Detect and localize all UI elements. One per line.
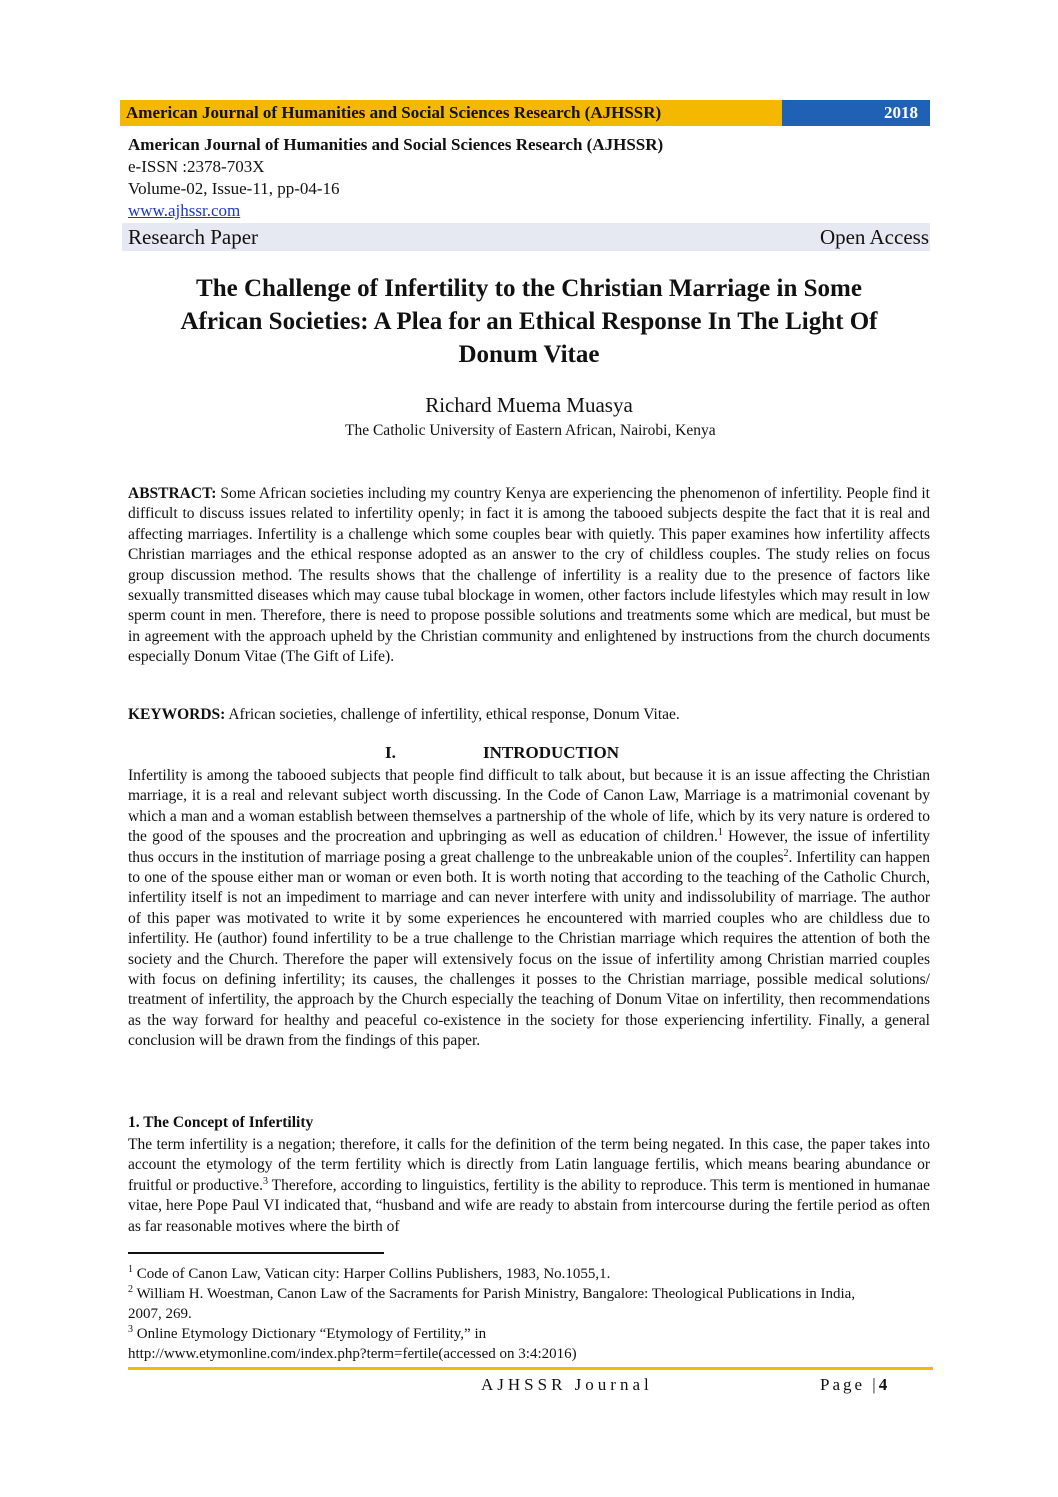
abstract-text: Some African societies including my country Kenya are experiencing the phenomenon of infertility. People find it difficult to discuss issues related to infertility openly; in fact it is among the tabooed subjects despite the fact that it is real and affecting marriages. Infertility is a challenge which some couples bear with quietly. This paper examines how infertility affects Christian marriages and the ethical response adopted as an answer to the cry of childless couples. The study relies on focus group discussion method. The results shows that the challenge of infertility is a reality due to the presence of factors like sexually transmitted diseases which may cause tubal blockage in women, other factors include lifestyles which may result in low sperm count in men. Therefore, there is need to propose possible solutions and treatments some which are medical, but must be in agreement with the approach upheld by the Christian community and enlightened by instructions from the church documents especially Donum Vitae (The Gift of Life). [128, 485, 930, 666]
title-line: African Societies: A Plea for an Ethical Response In The Light Of [180, 308, 878, 335]
footnote-number: 3 [128, 1324, 133, 1335]
concept-text: The term infertility is a negation; therefore, it calls for the definition of the term being negated. In this case, the paper takes into account the etymology of the term fertility which is directly from Latin language fertilis, which means bearing abundance or fruitful or productive. [128, 1136, 930, 1194]
paper-type-bar [122, 223, 930, 251]
footnote-number: 1 [128, 1264, 133, 1275]
footnote-ref[interactable]: 2 [783, 847, 789, 859]
footnote-text: William H. Woestman, Canon Law of the Sacraments for Parish Ministry, Bangalore: Theological Publications in India, 2007, 269. [128, 1286, 856, 1322]
author-name: Richard Muema Muasya [425, 393, 633, 417]
footnote-3 [128, 1324, 688, 1364]
paper-title [128, 272, 930, 371]
subsection-heading: 1. The Concept of Infertility [128, 1114, 314, 1131]
abstract-label: ABSTRACT: [128, 485, 217, 502]
footer-divider [128, 1367, 933, 1370]
footnote-ref[interactable]: 1 [717, 827, 723, 839]
header-journal-name: American Journal of Humanities and Social Sciences Research (AJHSSR) [120, 100, 782, 126]
header-year: 2018 [782, 100, 930, 126]
keywords-label: KEYWORDS: [128, 706, 226, 723]
footer-journal-name: AJHSSR Journal [481, 1375, 653, 1394]
footnote-2 [128, 1284, 888, 1324]
abstract [128, 484, 930, 668]
meta-journal-name: American Journal of Humanities and Social Sciences Research (AJHSSR) [128, 135, 664, 154]
concept-text: Therefore, according to linguistics, fertility is the ability to reproduce. This term is mentioned in humanae vitae, here Pope Paul VI indicated that, “husband and wife are ready to abstain from intercourse during the fertile period as often as far reasonable motives where the birth of [128, 1176, 930, 1235]
meta-volume: Volume-02, Issue-11, pp-04-16 [128, 179, 340, 198]
keywords [128, 705, 930, 725]
paper-type-label: Research Paper [128, 224, 259, 249]
section-number: I. [385, 743, 396, 762]
concept-body [128, 1135, 930, 1237]
journal-header-bar [120, 100, 930, 126]
author-affiliation: The Catholic University of Eastern African, Nairobi, Kenya [345, 422, 716, 439]
intro-text: . Infertility can happen to one of the spouse either man or woman or even both. It is worth noting that according to the teaching of the Catholic Church, infertility itself is not an impediment to marriage and can never interfere with unity and indissolubility of marriage. The author of this paper was motivated to write it by some experiences he encountered with married couples who are childless due to infertility. He (author) found infertility to be a true challenge to the Christian marriage which requires the attention of both the society and the Church. Therefore the paper will extensively focus on the issue of infertility among Christian married couples with focus on defining infertility; its causes, the challenges it posses to the Christian marriage, possible medical solutions/ treatment of infertility, the approach by the Church especially the teaching of Donum Vitae on infertility, then recommendations as the way forward for healthy and peaceful co-existence in the society for those experiencing infertility. Finally, a general conclusion will be drawn from the findings of this paper. [128, 848, 930, 1050]
intro-text: However, the issue of infertility thus occurs in the institution of marriage posing a great challenge to the unbreakable union of the couples [128, 828, 931, 866]
footnote-divider [128, 1252, 384, 1254]
title-line: The Challenge of Infertility to the Christian Marriage in Some [196, 275, 862, 302]
keywords-text: African societies, challenge of infertility, ethical response, Donum Vitae. [225, 706, 680, 723]
section-title: INTRODUCTION [483, 743, 620, 762]
open-access-label: Open Access [819, 224, 929, 249]
footnote-ref[interactable]: 3 [262, 1175, 268, 1187]
footnote-text: Code of Canon Law, Vatican city: Harper Collins Publishers, 1983, No.1055,1. [133, 1266, 611, 1282]
footnote-number: 2 [128, 1284, 133, 1295]
page-label: Page | [820, 1375, 879, 1394]
title-line: Donum Vitae [458, 341, 600, 368]
footnote-1 [128, 1264, 888, 1284]
intro-text: Infertility is among the tabooed subjects that people find difficult to talk about, but because it is an issue affecting the Christian marriage, it is a real and relevant subject worth discussing. In the Code of Canon Law, Marriage is a matrimonial covenant by which a man and a woman establish between themselves a partnership of the whole of life, which by its very nature is ordered to the good of the spouses and the procreation and upbringing as well as education of children. [128, 767, 930, 846]
footer-page-number [820, 1375, 890, 1395]
footnote-text: Online Etymology Dictionary “Etymology of Fertility,” in http://www.etymonline.com/index.php?term=fertile(accessed on 3:4:2016) [128, 1326, 577, 1362]
journal-website-link[interactable]: www.ajhssr.com [128, 201, 241, 220]
meta-issn: e-ISSN :2378-703X [128, 157, 265, 176]
page-number: 4 [878, 1375, 891, 1394]
introduction-body [128, 766, 930, 1052]
